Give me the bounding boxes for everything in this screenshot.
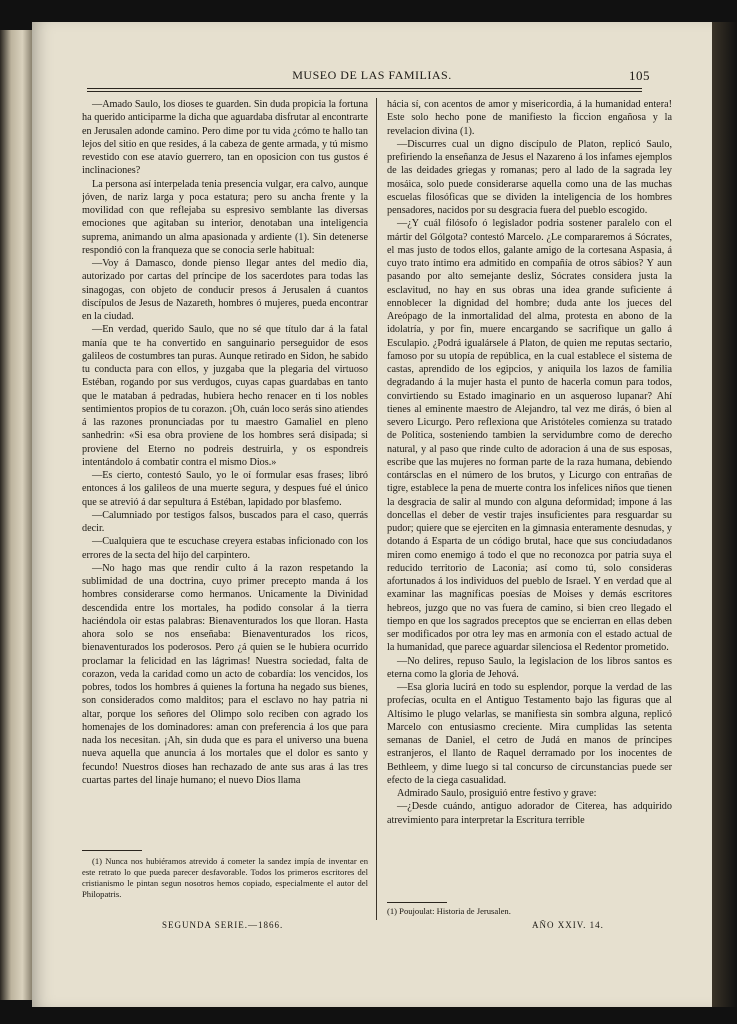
book-spine-edge xyxy=(0,30,32,1000)
paragraph: —Discurres cual un digno discípulo de Platon, replicó Saulo, prefiriendo la enseñanza de Jesus el Nazareno á los infames ejemplos de las deidades griegas y romanas; pero al lado de la sagrada ley mosáica, solo puede considerarse aquella como una de las muchas escuelas filosóficas que se dividen la inteligencia de los hombres pensadores, nacidos por su desgracia fuera del pueblo escogido. xyxy=(387,138,672,216)
column-divider xyxy=(376,98,377,920)
footnote-right: (1) Poujoulat: Historia de Jerusalen. xyxy=(387,906,511,916)
page-right-shadow xyxy=(712,22,737,1007)
paragraph: —No hago mas que rendir culto á la razon respetando la sublimidad de una doctrina, cuyo primer precepto manda á los hombres considerarse como hermanos. Unicamente la Divinidad descendida entre los mortales, ha podido consolar á la tierra haciéndola oir estas palabras: Bienaventurados los que lloran. Hasta ahora solo se nos enseñaba: Bienaventurados los ricos, bienaventurados los poderosos. Pero ¿á quien se le hubiera ocurrido proclamar la felicidad en las lágrimas! Nuestra sociedad, falta de corazon, veda la caridad como un acto de cobardía: los vencidos, los pobres, todos los hombres á quienes la fortuna ha negado sus bienes, son considerados como malditos; para el esclavo no hay patria ni altar, porque los señores del Olimpo solo reciben con agrado los homenajes de los dominadores: aman con preferencia á los que para nada los necesitan. ¡Ah, sin duda que es para el universo una buena nueva aquella que anuncia á los mortales que el dolor es santo y fecundo! Nuestros dioses han rechazado de ante sus aras á las tres cuartas partes del linaje humano; el nuevo Dios llama xyxy=(82,562,368,786)
paragraph: —Cualquiera que te escuchase creyera estabas inficionado con los errores de la secta del hijo del carpintero. xyxy=(82,536,368,561)
footnote-text: (1) Nunca nos hubiéramos atrevido á cometer la sandez impía de inventar en este retrato lo que pueda parecer desfavorable. Todos los primeros escritores del cristianismo le pintan segun nosotros hemos copiado, especialmente el autor del Philopatris. xyxy=(82,856,368,899)
paragraph: —En verdad, querido Saulo, que no sé que título dar á la fatal manía que te ha convertido en sanguinario perseguidor de esos galileos de costumbres tan puras. Aunque retirado en Sidon, he sabido tu conducta para con ellos, y juzgaba que la plegaria del virtuoso Estéban, rogando por sus verdugos, cuyas capas guardabas en tanto que le mataban á pedradas, hubiera hecho renacer en ti los nobles sentimientos propios de tu corazon. ¡Oh, cuán loco serás sino atiendes á las razones pronunciadas por tu maestro Gamaliel en pleno sanhedrin: «Si esa obra proviene de los hombres será disipada; si proviene del Eterno no podreis destruirla, y os espondreis intentándolo á combatir contra el mismo Dios.» xyxy=(82,324,368,468)
year-signature: AÑO XXIV. 14. xyxy=(532,920,604,930)
left-column xyxy=(82,98,368,843)
header-rule xyxy=(87,88,642,92)
paragraph: La persona así interpelada tenia presencia vulgar, era calvo, aunque jóven, de nariz larga y poca estatura; pero su ancha frente y la movilidad con que reflejaba su espresivo semblante las diversas emociones que agitaban su interior, denotaban una inteligencia suprema, animando un alma apasionada y ardiente (1). Sin detenerse respondió con la franqueza que se conocia serle habitual: xyxy=(82,178,368,256)
paragraph: hácia sí, con acentos de amor y misericordia, á la humanidad entera! Este solo hecho pone de manifiesto la ficcion engañosa y la revelacion divina (1). xyxy=(387,99,672,137)
paragraph: —¿Y cuál filósofo ó legislador podria sostener paralelo con el mártir del Gólgota? contestó Marcelo. ¿Le compararemos á Sócrates, el mas justo de todos ellos, galante amigo de la cortesana Aspasia, á cuyo trato íntimo era admitido en compañía de otros sábios? Y aun pasando por alto semejante desliz, Sócrates considera justa la esclavitud, no hay en sus obras una idea grande suficiente á ennoblecer la dignidad del hombre; duda ante los jueces del Areópago de la inmortalidad del alma, protesta en abono de la idolatría, y por fin, muere encargando se sacrifique un gallo á Esculapio. ¿Podrá igualársele á Platon, de quien me reputas sectario, famoso por su utopía de república, en la cual establece el sistema de castas, aprendido de los egipcios, y aniquila los lazos de familia degradando á la mujer hasta el punto de hacerla comun para todos, convirtiendo su Estado imaginario en un asqueroso lupanar? Ahí tienes al eminente maestro de Alejandro, tal vez me dirás, ó bien al severo Licurgo. Pero reflexiona que Aristóteles comienza su tratado de Política, sosteniendo tambien la servidumbre como de derecho natural, y al paso que rinde culto de adoracion á una de sus esposas, escribe que las mujeres no forman parte de la raza humana, debiendo contársclas en el número de los brutos, y Licurgo con entrañas de tigre, establece la pena de muerte contra los infelices niños que tienen la desgracia de salir al mundo con alguna deformidad; impone á las doncellas el deber de vestir trajes insuficientes para resguardar su pudor; quiere que se ejerciten en la gimnasia enteramente desnudas, y dotando á Esparta de un código brutal, hace que sus conciudadanos miren como enemigo á todo el que no reconozca por patria suya el reducido territorio de Laconia; así como tú, solo consideras afortunados á los individuos del pueblo de Israel. Y en verdad que al examinar las magníficas poesías de Moises y demás escritores hebreos, juzgo que no vas fuera de camino, si bien creo llegado el tiempo en que los sagrados preceptos que se encierran en ellas deben ser modificados por otra ley mas en armonía con el estado actual de la humanidad, que parece aguardar silenciosa el Redentor prometido. xyxy=(387,218,672,654)
footnote-rule xyxy=(387,902,447,903)
footnote-left xyxy=(82,856,368,900)
paragraph: —¿Desde cuándo, antiguo adorador de Citerea, has adquirido atrevimiento para interpretar la Escritura terrible xyxy=(387,801,672,826)
running-header xyxy=(82,66,662,86)
paragraph: —Esa gloria lucirá en todo su esplendor, porque la verdad de las profecías, oculta en el Antiguo Testamento bajo las figuras que al Altísimo le plugo velarlas, se manifiesta sin sombra alguna, replicó Marcelo con entusiasmo creciente. Mira cumplidas las setenta semanas de Daniel, el cetro de Judá en manos de príncipes estranjeros, el llanto de Raquel derramado por los inocentes de Bethleem, y dime luego si tal concurso de circunstancias puede ser efecto de la ciega casualidad. xyxy=(387,682,672,786)
paragraph: Admirado Saulo, prosiguió entre festivo y grave: xyxy=(397,788,597,799)
paragraph: —Amado Saulo, los dioses te guarden. Sin duda propicia la fortuna ha querido anticiparme la dicha que aguardaba disfrutar al encontrarte en Jerusalen adonde camino. Pero dime por tu vida ¿cómo te hallo tan lejos del sitio en que resides, á la cabeza de gente armada, y tú mismo revestido con ese atavío guerrero, tan en oposicion con tus gustos é inclinaciones? xyxy=(82,99,368,177)
paragraph: —Voy á Damasco, donde pienso llegar antes del medio dia, autorizado por cartas del príncipe de los sacerdotes para todas las sinagogas, con objeto de conducir presos á Jerusalen á cuantos discípulos de Jesus de Nazareth, hombres ó mujeres, pueda encontrar en la ciudad. xyxy=(82,258,368,322)
paragraph: —Es cierto, contestó Saulo, yo le oí formular esas frases; libró entonces á los galileos de una muerte segura, y despues fué el único que se atrevió á dar sepultura á Estéban, lapidado por blasfemo. xyxy=(82,470,368,508)
book-page xyxy=(32,22,712,1007)
paragraph: —Calumniado por testigos falsos, buscados para el caso, querrás decir. xyxy=(82,509,368,534)
right-column xyxy=(387,98,672,898)
series-signature: SEGUNDA SERIE.—1866. xyxy=(162,920,284,930)
page-title: MUSEO DE LAS FAMILIAS. xyxy=(292,68,452,82)
paragraph: —No delires, repuso Saulo, la legislacion de los libros santos es eterna como la gloria de Jehová. xyxy=(387,655,672,680)
page-number: 105 xyxy=(629,68,650,83)
footnote-rule xyxy=(82,850,142,851)
